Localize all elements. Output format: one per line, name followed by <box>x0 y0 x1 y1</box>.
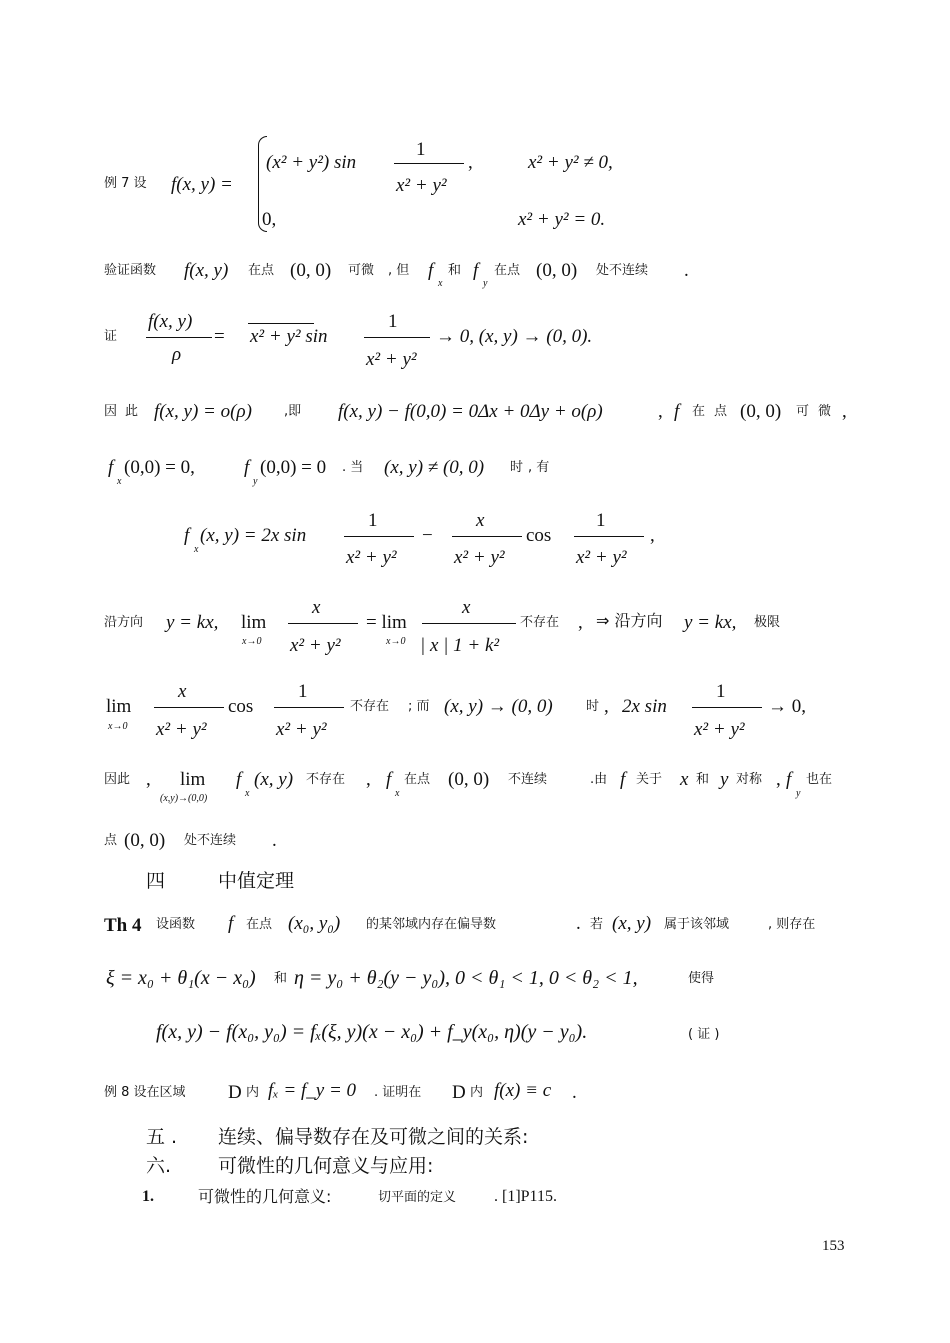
partials-sub-x: x <box>117 476 122 487</box>
section4-num: 四 <box>146 870 166 892</box>
fx-cos: cos <box>526 525 552 546</box>
conclude-y: y <box>720 769 729 790</box>
conclude-mid4: .由 <box>590 772 608 787</box>
example8-expr2: f(x) ≡ c <box>494 1080 552 1101</box>
fx-minus: − <box>422 525 433 546</box>
lim-mid3: 时 <box>586 699 600 714</box>
theorem-mid3: 若 <box>590 917 604 932</box>
prove-mid2: 可微 <box>348 263 375 278</box>
prove-fy: f <box>473 260 479 281</box>
conclude-x: x <box>680 769 689 790</box>
last-dot: . <box>272 830 277 851</box>
partials-fy: f <box>244 457 250 478</box>
example8-dot: . <box>572 1082 577 1103</box>
proof-frac-line <box>146 337 212 338</box>
thus-f2: f(x, y) − f(0,0) = 0Δx + 0Δy + ο(ρ) <box>338 401 603 422</box>
xi-and: 和 <box>274 971 288 986</box>
conclude-mid7: 对称 <box>736 772 763 787</box>
partials-cond: (x, y) ≠ (0, 0) <box>384 457 485 478</box>
conclude-f2: f <box>386 769 392 790</box>
partials-tail2: , 有 <box>528 460 550 475</box>
path-arrow: ⇒ 沿方向 <box>596 611 663 630</box>
xi-expr: ξ = x₀ + θ₁(x − x₀) <box>106 967 256 989</box>
prove-mid1: 在点 <box>248 263 275 278</box>
theorem-pt2: (x, y) <box>612 913 652 934</box>
thus-f1: f(x, y) = ο(ρ) <box>154 401 252 422</box>
prove-mid3: , 但 <box>388 263 410 278</box>
conclude-lim: lim <box>180 769 206 790</box>
theorem-tail: , 则存在 <box>768 917 816 932</box>
lim-n2: 1 <box>298 681 308 702</box>
conclude-pt: (0, 0) <box>448 769 490 790</box>
path-lim: lim <box>241 612 267 633</box>
example7-fx: f(x, y) = <box>171 174 233 195</box>
sub1-num: 1. <box>142 1188 154 1205</box>
lim-frac-line-1 <box>154 707 224 708</box>
lim-frac-line-2 <box>274 707 344 708</box>
lim-tail: → 0, <box>768 696 806 717</box>
lim-lim: lim <box>106 696 132 717</box>
thus-w1: 可 <box>796 404 810 419</box>
path-tail1: 不存在 <box>520 615 560 630</box>
thus-mid4: 点 <box>714 404 728 419</box>
lim-cond: (x, y) → (0, 0) <box>444 696 553 717</box>
partials-fx-val: (0,0) = 0, <box>124 457 195 478</box>
case2-expr: 0, <box>262 209 277 230</box>
lim-comma: , <box>604 696 609 717</box>
section6-num: 六. <box>146 1155 172 1177</box>
example8-mid1: 内 <box>246 1085 260 1100</box>
proof-lead: 证 <box>104 329 118 344</box>
thus-mid: ,即 <box>284 404 302 419</box>
prove-fx: f <box>428 260 434 281</box>
example8-mid3: 内 <box>470 1085 484 1100</box>
section5-num: 五 . <box>146 1126 178 1148</box>
lim-mid2: ; 而 <box>408 699 430 714</box>
lim-d3: x² + y² <box>694 719 745 740</box>
fx-d1: x² + y² <box>346 547 397 568</box>
theorem-lead: 设函数 <box>156 917 196 932</box>
partials-fx: f <box>108 457 114 478</box>
partials-sub-y: y <box>253 476 258 487</box>
theorem-mid4: 属于该邻域 <box>664 917 730 932</box>
conclude-arg: (x, y) <box>254 769 294 790</box>
prove-pt2: (0, 0) <box>536 260 578 281</box>
proof-num1: 1 <box>388 311 398 332</box>
conclude-sub4: y <box>796 788 801 799</box>
path-frac-line-2 <box>422 623 516 624</box>
mvt-tag: ( 证 ) <box>688 1027 720 1042</box>
section6-title: 可微性的几何意义与应用: <box>218 1155 434 1177</box>
conclude-sub2: x <box>395 788 400 799</box>
theorem-f: f <box>228 913 234 934</box>
lim-cos: cos <box>228 696 254 717</box>
lim-mid1: 不存在 <box>350 699 390 714</box>
section5-title: 连续、偏导数存在及可微之间的关系: <box>218 1126 529 1148</box>
path-n2: x <box>462 597 471 618</box>
theorem-mid2: 的某邻域内存在偏导数 <box>366 917 497 932</box>
path-comma: , <box>578 612 583 633</box>
fx-frac-line-2 <box>452 536 522 537</box>
path-lim-sub2: x→0 <box>386 636 406 647</box>
fx-frac-line-1 <box>344 536 414 537</box>
conclude-mid8: 也在 <box>806 772 833 787</box>
proof-tail: → 0, (x, y) → (0, 0). <box>436 326 593 347</box>
fx-d3: x² + y² <box>576 547 627 568</box>
fx-expr: (x, y) = 2x sin <box>200 525 307 546</box>
lim-frac-line-3 <box>692 707 762 708</box>
path-d1: x² + y² <box>290 635 341 656</box>
proof-den1: x² + y² <box>366 349 417 370</box>
fx-n3: 1 <box>596 510 606 531</box>
thus-lead1: 因 <box>104 404 118 419</box>
lim-expr: 2x sin <box>622 696 667 717</box>
prove-fxy: f(x, y) <box>184 260 229 281</box>
conclude-comma1: , <box>146 769 151 790</box>
prove-dot: . <box>684 260 689 281</box>
proof-expr: x² + y² sin <box>250 326 328 347</box>
case1-frac-line <box>394 163 464 164</box>
lim-d1: x² + y² <box>156 719 207 740</box>
thus-mid3: 在 <box>692 404 706 419</box>
case1-comma: , <box>468 152 473 173</box>
conclude-mid5: 关于 <box>636 772 663 787</box>
conclude-f3: f <box>620 769 626 790</box>
page-number: 153 <box>822 1238 845 1254</box>
prove-sub-y: y <box>483 278 488 289</box>
fx-n2: x <box>476 510 485 531</box>
path-lead: 沿方向 <box>104 615 144 630</box>
lim-lim-sub: x→0 <box>108 721 128 732</box>
last-pt: (0, 0) <box>124 830 166 851</box>
example8-D: D <box>228 1082 242 1103</box>
thus-comma: , <box>842 401 847 422</box>
thus-f3: f <box>674 401 680 422</box>
fx-d2: x² + y² <box>454 547 505 568</box>
prove-mid4: 在点 <box>494 263 521 278</box>
theorem-dot: . <box>576 913 581 934</box>
theorem-mid1: 在点 <box>246 917 273 932</box>
prove-pt: (0, 0) <box>290 260 332 281</box>
conclude-f: f <box>236 769 242 790</box>
section4-title: 中值定理 <box>218 870 295 892</box>
path-eq2: = lim <box>366 612 407 633</box>
lim-d2: x² + y² <box>276 719 327 740</box>
path-eq: y = kx, <box>166 612 219 633</box>
example8-mid2: . 证明在 <box>374 1085 422 1100</box>
sub1-title: 可微性的几何意义: <box>198 1187 332 1206</box>
case1-expr: (x² + y²) sin <box>266 152 357 173</box>
path-lim-sub: x→0 <box>242 636 262 647</box>
sub1-ref: . [1]P115. <box>494 1188 557 1205</box>
conclude-mid3: 不连续 <box>508 772 548 787</box>
theorem-label: Th 4 <box>104 915 142 936</box>
example8-label: 例 8 设在区域 <box>104 1085 186 1100</box>
xi-tail: 使得 <box>688 971 715 986</box>
fx-sub: x <box>194 544 199 555</box>
fx-n1: 1 <box>368 510 378 531</box>
thus-w2: 微 <box>818 404 832 419</box>
lim-n3: 1 <box>716 681 726 702</box>
mvt-formula: f(x, y) − f(x₀, y₀) = fₓ(ξ, y)(x − x₀) + f_y(x₀, η)(y − y₀). <box>156 1021 588 1043</box>
conclude-f4: f <box>786 769 792 790</box>
partials-tail1: 时 <box>510 460 524 475</box>
path-d2: | x | 1 + k² <box>420 635 500 656</box>
proof-den: ρ <box>172 344 182 365</box>
path-frac-line-1 <box>288 623 358 624</box>
prove-sub-x: x <box>438 278 443 289</box>
proof-frac-line-2 <box>364 337 430 338</box>
example8-expr: fₓ = f_y = 0 <box>268 1080 357 1101</box>
thus-lead2: 此 <box>125 404 139 419</box>
prove-lead: 验证函数 <box>104 263 157 278</box>
conclude-mid1: 不存在 <box>306 772 346 787</box>
partials-fy-val: (0,0) = 0 <box>260 457 327 478</box>
case1-cond: x² + y² ≠ 0, <box>528 152 613 173</box>
conclude-comma2: , <box>366 769 371 790</box>
conclude-mid2: 在点 <box>404 772 431 787</box>
fx-frac-line-3 <box>574 536 644 537</box>
proof-root-bar <box>248 323 314 324</box>
conclude-lim-sub: (x,y)→(0,0) <box>160 793 208 804</box>
path-tail2: 极限 <box>754 615 781 630</box>
prove-and: 和 <box>448 263 462 278</box>
eta-expr: η = y₀ + θ₂(y − y₀), 0 < θ₁ < 1, 0 < θ₂ < 1, <box>294 967 638 989</box>
case2-cond: x² + y² = 0. <box>518 209 606 230</box>
last-tail: 处不连续 <box>184 833 237 848</box>
proof-eq: = <box>214 326 225 347</box>
proof-num: f(x, y) <box>148 311 193 332</box>
prove-tail: 处不连续 <box>596 263 649 278</box>
thus-mid2: , <box>658 401 663 422</box>
case1-num: 1 <box>416 139 426 160</box>
conclude-comma3: , <box>776 769 781 790</box>
example8-D2: D <box>452 1082 466 1103</box>
theorem-pt: (x₀, y₀) <box>288 913 341 934</box>
sub1-note: 切平面的定义 <box>378 1190 457 1205</box>
thus-pt: (0, 0) <box>740 401 782 422</box>
path-eq3: y = kx, <box>684 612 737 633</box>
example7-label: 例 7 设 <box>104 176 147 191</box>
path-n1: x <box>312 597 321 618</box>
fx-comma: , <box>650 525 655 546</box>
fx-f: f <box>184 525 190 546</box>
partials-mid: . 当 <box>342 460 364 475</box>
conclude-lead: 因此 <box>104 772 131 787</box>
conclude-mid6: 和 <box>696 772 710 787</box>
conclude-sub: x <box>245 788 250 799</box>
case1-den: x² + y² <box>396 175 447 196</box>
last-lead: 点 <box>104 833 118 848</box>
lim-n1: x <box>178 681 187 702</box>
